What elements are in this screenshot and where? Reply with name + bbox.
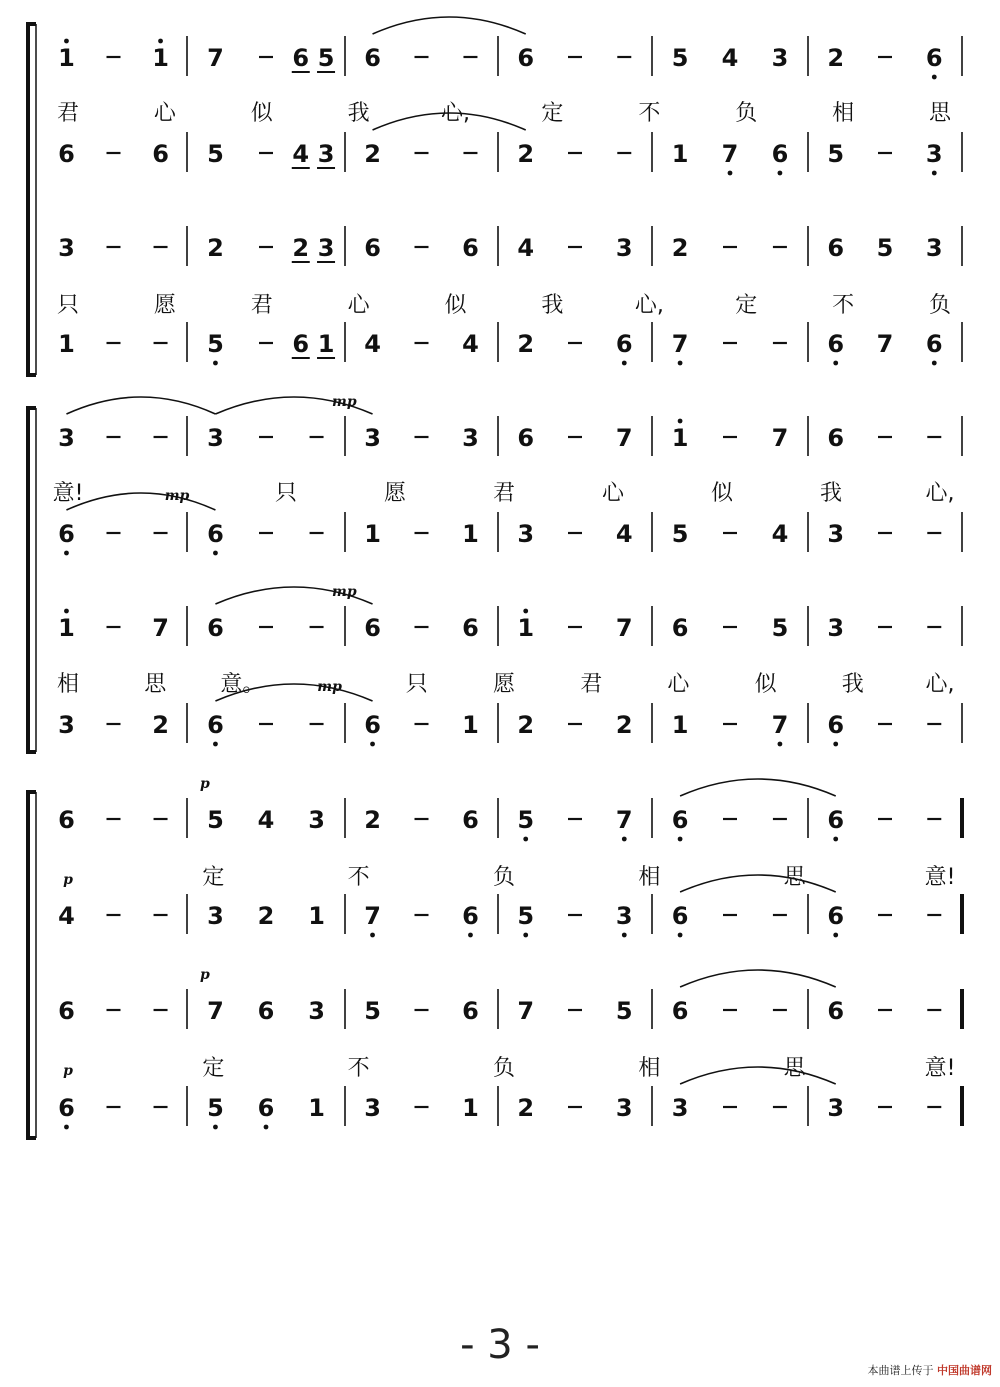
lyric-char: 意! — [924, 1056, 956, 1081]
lyric-dynamic: p — [63, 872, 73, 888]
note-digit: 6 — [257, 997, 275, 1025]
note-digit: 6 — [671, 997, 689, 1025]
footer-credit — [868, 1362, 993, 1378]
note-digit: 4 — [771, 520, 789, 548]
octave-dot-low — [678, 933, 683, 938]
note-digit: 1 — [671, 140, 689, 168]
lyric-char: 不 — [347, 865, 370, 890]
note-digit: 6 — [462, 614, 479, 642]
note-digit: 2 — [152, 711, 169, 739]
note-digit: 6 — [364, 234, 381, 262]
lyric-char: 心, — [925, 481, 955, 506]
octave-dot-low — [213, 361, 218, 366]
note-digit: 3 — [827, 614, 845, 642]
octave-dot-low — [833, 361, 838, 366]
note-digit: 6 — [827, 234, 845, 262]
note-digit: 6 — [827, 330, 845, 358]
note-digit: 2 — [364, 140, 381, 168]
note-digit: 7 — [207, 997, 224, 1025]
octave-dot-low — [678, 837, 683, 842]
note-digit: 6 — [462, 234, 479, 262]
note-digit: 3 — [308, 997, 325, 1025]
lyric-char: 愿 — [383, 481, 407, 506]
note-digit: 3 — [517, 520, 535, 548]
note-digit: 1 — [152, 44, 169, 72]
note-digit: 7 — [876, 330, 894, 358]
note-digit: 6 — [364, 614, 381, 642]
octave-dot-high — [64, 39, 69, 44]
note-digit: 5 — [207, 330, 224, 358]
note-digit: 2 — [827, 44, 845, 72]
note-digit: 3 — [364, 1094, 381, 1122]
octave-dot-low — [932, 361, 937, 366]
note-digit: 5 — [207, 140, 224, 168]
octave-dot-low — [728, 171, 733, 176]
note-digit: 4 — [721, 44, 739, 72]
octave-dot-high — [158, 39, 163, 44]
note-digit: 2 — [517, 140, 535, 168]
note-digit: 7 — [615, 424, 633, 452]
note-digit: 1 — [462, 1094, 479, 1122]
lyric-char: 相 — [638, 1056, 661, 1081]
lyric-char: 我 — [347, 101, 370, 126]
note-digit: 4 — [257, 806, 275, 834]
lyric-char: 定 — [735, 293, 758, 318]
note-digit: 6 — [58, 140, 75, 168]
tie-arc — [373, 17, 526, 34]
note-digit: 6 — [462, 997, 479, 1025]
tie-arc — [680, 1067, 836, 1084]
note-digit: 5 — [517, 902, 535, 930]
lyric-char: 负 — [492, 865, 516, 890]
note-digit: 5 — [771, 614, 789, 642]
note-digit: 3 — [827, 520, 845, 548]
lyric-char: 我 — [841, 672, 864, 697]
note-digit: 3 — [615, 902, 633, 930]
note-digit: 2 — [364, 806, 381, 834]
note-digit: 3 — [671, 1094, 689, 1122]
octave-dot-high — [523, 609, 528, 614]
lyric-dynamic: mp — [317, 679, 342, 695]
note-digit: 7 — [152, 614, 169, 642]
note-digit: 4 — [517, 234, 535, 262]
note-digit: 1 — [58, 44, 75, 72]
note-digit: 7 — [517, 997, 535, 1025]
tie-arc — [680, 779, 836, 796]
lyric-dynamic: mp — [164, 488, 190, 504]
octave-dot-low — [622, 933, 627, 938]
octave-dot-low — [932, 75, 937, 80]
note-digit: 1 — [462, 711, 479, 739]
system-bracket — [28, 792, 36, 1138]
lyric-char: 心 — [601, 481, 625, 506]
note-digit: 3 — [462, 424, 479, 452]
note-digit: 4 — [462, 330, 479, 358]
note-digit: 6 — [925, 44, 943, 72]
note-digit: 5 — [364, 997, 381, 1025]
note-digit: 6 — [671, 902, 689, 930]
note-digit: 6 — [152, 140, 169, 168]
note-digit: 5 — [207, 806, 224, 834]
lyric-char: 似 — [444, 293, 467, 318]
note-digit: 7 — [771, 424, 789, 452]
lyric-char: 似 — [754, 672, 777, 697]
lyric-char: 不 — [638, 101, 661, 126]
note-digit: 7 — [615, 806, 633, 834]
note-digit: 7 — [721, 140, 739, 168]
lyric-char: 意! — [52, 481, 84, 506]
note-digit: 2 — [671, 234, 689, 262]
note-digit: 7 — [671, 330, 689, 358]
tie-arc — [680, 970, 836, 987]
lyric-char: 君 — [492, 481, 516, 506]
octave-dot-low — [778, 742, 783, 747]
note-digit: 3 — [827, 1094, 845, 1122]
note-digit: 6 — [771, 140, 789, 168]
note-digit: 1 — [364, 520, 381, 548]
octave-dot-high — [64, 609, 69, 614]
note-digit: 1 — [671, 711, 689, 739]
lyric-char: 意! — [924, 865, 956, 890]
note-digit: 6 — [827, 711, 845, 739]
note-digit: 5 — [671, 520, 689, 548]
lyric-char: 定 — [541, 101, 564, 126]
note-digit: 6 — [827, 997, 845, 1025]
footer-prefix: 本曲谱上传于 — [867, 1364, 934, 1377]
note-digit: 3 — [317, 234, 335, 262]
note-digit: 1 — [58, 330, 75, 358]
note-digit: 7 — [771, 711, 789, 739]
dynamic-mark: mp — [332, 584, 357, 600]
note-digit: 3 — [615, 234, 633, 262]
note-digit: 1 — [462, 520, 479, 548]
octave-dot-low — [213, 551, 218, 556]
note-digit: 6 — [58, 520, 75, 548]
note-digit: 2 — [517, 1094, 535, 1122]
note-digit: 6 — [58, 1094, 75, 1122]
octave-dot-low — [833, 837, 838, 842]
note-digit: 6 — [462, 806, 479, 834]
octave-dot-low — [778, 171, 783, 176]
octave-dot-low — [523, 837, 528, 842]
lyric-char: 心 — [347, 293, 370, 318]
octave-dot-low — [213, 1125, 218, 1130]
note-digit: 5 — [671, 44, 689, 72]
lyric-char: 定 — [202, 865, 225, 890]
note-digit: 3 — [771, 44, 789, 72]
note-digit: 6 — [671, 614, 689, 642]
note-digit: 6 — [58, 997, 75, 1025]
note-digit: 1 — [671, 424, 689, 452]
lyric-char: 心, — [634, 293, 664, 318]
note-digit: 6 — [207, 520, 224, 548]
note-digit: 2 — [207, 234, 224, 262]
lyric-char: 愿 — [153, 293, 176, 318]
lyric-char: 心 — [153, 101, 176, 126]
tie-arc — [680, 875, 836, 892]
note-digit: 1 — [58, 614, 75, 642]
note-digit: 6 — [517, 424, 535, 452]
note-digit: 6 — [292, 44, 310, 72]
note-digit: 3 — [925, 234, 943, 262]
note-digit: 3 — [615, 1094, 633, 1122]
note-digit: 4 — [615, 520, 633, 548]
note-digit: 5 — [207, 1094, 224, 1122]
lyric-char: 只 — [405, 672, 428, 697]
note-digit: 4 — [364, 330, 381, 358]
note-digit: 6 — [827, 424, 845, 452]
footer-site-logo: 中国曲谱网 — [937, 1364, 992, 1377]
lyric-char: 只 — [56, 293, 80, 318]
octave-dot-low — [622, 361, 627, 366]
system-bracket — [28, 24, 36, 375]
octave-dot-low — [468, 933, 473, 938]
note-digit: 6 — [292, 330, 310, 358]
note-digit: 1 — [308, 902, 325, 930]
octave-dot-low — [622, 837, 627, 842]
dynamic-mark: p — [200, 776, 210, 792]
note-digit: 4 — [58, 902, 75, 930]
lyric-char: 似 — [710, 481, 734, 506]
note-digit: 7 — [207, 44, 224, 72]
lyric-char: 君 — [580, 672, 603, 697]
note-digit: 3 — [207, 902, 224, 930]
note-digit: 6 — [925, 330, 943, 358]
octave-dot-low — [833, 742, 838, 747]
note-digit: 3 — [207, 424, 224, 452]
note-digit: 6 — [615, 330, 633, 358]
note-digit: 6 — [671, 806, 689, 834]
note-digit: 6 — [58, 806, 75, 834]
note-digit: 2 — [615, 711, 633, 739]
lyric-char: 相 — [832, 101, 855, 126]
lyric-char: 心, — [441, 101, 471, 126]
note-digit: 5 — [317, 44, 335, 72]
note-digit: 5 — [876, 234, 894, 262]
note-digit: 3 — [58, 234, 75, 262]
note-digit: 3 — [364, 424, 381, 452]
note-digit: 2 — [517, 711, 535, 739]
lyric-char: 君 — [56, 101, 80, 126]
lyric-char: 心 — [667, 672, 690, 697]
note-digit: 7 — [615, 614, 633, 642]
lyric-char: 不 — [347, 1056, 370, 1081]
octave-dot-low — [264, 1125, 269, 1130]
tie-arc — [66, 397, 215, 414]
note-digit: 6 — [257, 1094, 275, 1122]
lyric-char: 相 — [56, 672, 80, 697]
note-digit: 7 — [364, 902, 381, 930]
lyric-char: 不 — [832, 293, 855, 318]
note-digit: 3 — [58, 711, 75, 739]
note-digit: 6 — [364, 44, 381, 72]
lyric-char: 负 — [492, 1056, 516, 1081]
lyric-char: 思 — [144, 672, 167, 697]
note-digit: 6 — [827, 806, 845, 834]
lyric-char: 负 — [735, 101, 758, 126]
note-digit: 3 — [317, 140, 335, 168]
note-digit: 3 — [58, 424, 75, 452]
octave-dot-low — [64, 551, 69, 556]
octave-dot-low — [370, 742, 375, 747]
lyric-char: 相 — [638, 865, 661, 890]
note-digit: 6 — [827, 902, 845, 930]
note-digit: 2 — [257, 902, 275, 930]
octave-dot-low — [523, 933, 528, 938]
lyric-char: 似 — [250, 101, 273, 126]
note-digit: 6 — [207, 711, 224, 739]
note-digit: 4 — [292, 140, 310, 168]
lyric-char: 定 — [202, 1056, 225, 1081]
lyric-char: 我 — [819, 481, 843, 506]
dynamic-mark: p — [200, 967, 210, 983]
lyric-char: 意。 — [220, 672, 265, 697]
note-digit: 6 — [462, 902, 479, 930]
lyric-char: 君 — [250, 293, 273, 318]
note-digit: 5 — [827, 140, 845, 168]
lyric-char: 我 — [541, 293, 564, 318]
system-bracket — [28, 408, 36, 752]
note-digit: 6 — [517, 44, 535, 72]
dynamic-mark: mp — [332, 394, 357, 410]
octave-dot-high — [678, 419, 683, 424]
tie-arc — [66, 493, 215, 510]
note-digit: 5 — [517, 806, 535, 834]
note-digit: 2 — [517, 330, 535, 358]
note-digit: 3 — [925, 140, 943, 168]
note-digit: 1 — [308, 1094, 325, 1122]
octave-dot-low — [678, 361, 683, 366]
octave-dot-low — [932, 171, 937, 176]
lyric-dynamic: p — [63, 1063, 73, 1079]
note-digit: 3 — [308, 806, 325, 834]
page-number: - 3 - — [460, 1322, 540, 1368]
octave-dot-low — [833, 933, 838, 938]
lyric-char: 思 — [783, 1056, 806, 1081]
lyric-char: 愿 — [492, 672, 516, 697]
note-digit: 1 — [517, 614, 535, 642]
note-digit: 1 — [317, 330, 335, 358]
lyric-char: 心, — [925, 672, 955, 697]
lyric-char: 只 — [274, 481, 298, 506]
lyric-char: 思 — [783, 865, 806, 890]
note-digit: 6 — [207, 614, 224, 642]
note-digit: 5 — [615, 997, 633, 1025]
octave-dot-low — [64, 1125, 69, 1130]
lyric-char: 思 — [928, 101, 952, 126]
octave-dot-low — [370, 933, 375, 938]
note-digit: 2 — [292, 234, 310, 262]
note-digit: 6 — [364, 711, 381, 739]
lyric-char: 负 — [928, 293, 952, 318]
octave-dot-low — [213, 742, 218, 747]
